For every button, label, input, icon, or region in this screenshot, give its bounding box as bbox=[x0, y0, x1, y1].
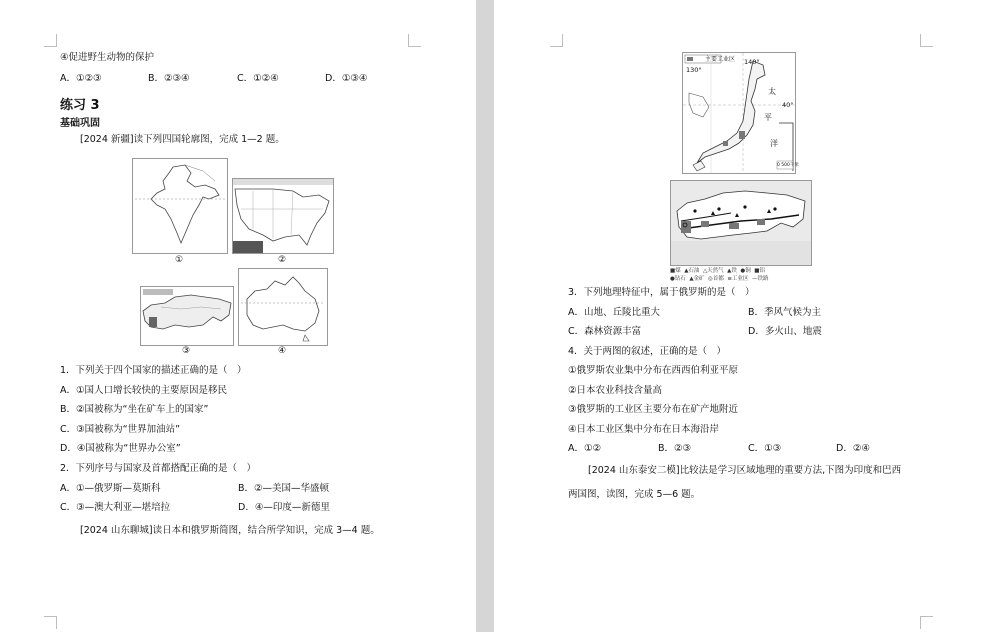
legend-item: △天然气 bbox=[702, 268, 724, 274]
legend-item: ≡工业区 bbox=[727, 276, 749, 282]
crop-mark bbox=[920, 34, 933, 47]
crop-mark bbox=[920, 616, 933, 629]
legend-item: ■煤 bbox=[670, 268, 681, 274]
legend-item: ▲石油 bbox=[684, 268, 700, 274]
intro-text: [2024 新疆]读下列四国轮廓图，完成 1—2 题。 bbox=[80, 134, 285, 145]
map-russia-figure bbox=[140, 286, 234, 346]
q1-option-b: B．②国被称为“坐在矿车上的国家” bbox=[60, 404, 209, 415]
crop-mark bbox=[408, 34, 421, 47]
legend-item: —铁路 bbox=[751, 276, 769, 282]
q4-statement: ④日本工业区集中分布在日本海沿岸 bbox=[568, 424, 720, 435]
section-title: 练习 3 bbox=[60, 98, 100, 113]
latitude-label: 40° bbox=[782, 101, 794, 109]
question-1: 1．下列关于四个国家的描述正确的是（ ） bbox=[60, 365, 247, 376]
option-line: ④促进野生动物的保护 bbox=[60, 52, 155, 63]
map-legend bbox=[670, 274, 768, 282]
q4-statement: ③俄罗斯的工业区主要分布在矿产地附近 bbox=[568, 404, 739, 415]
ocean-label: 洋 bbox=[770, 139, 778, 148]
q2-option-d: D．④—印度—新德里 bbox=[238, 502, 330, 513]
legend-item: ▲金矿 bbox=[689, 276, 705, 282]
option-c: C．①②④ bbox=[237, 73, 279, 84]
legend-item: ◎首都 bbox=[708, 276, 724, 282]
question-4: 4．关于两图的叙述，正确的是（ ） bbox=[568, 346, 727, 357]
q4-statement: ②日本农业科技含量高 bbox=[568, 385, 663, 396]
longitude-label: 140° bbox=[744, 58, 760, 66]
q1-option-c: C．③国被称为“世界加油站” bbox=[60, 424, 180, 435]
q4-option-d: D．②④ bbox=[836, 443, 870, 454]
option-b: B．②③④ bbox=[148, 73, 190, 84]
question-2: 2．下列序号与国家及首都搭配正确的是（ ） bbox=[60, 463, 257, 474]
q3-option-b: B．季风气候为主 bbox=[748, 307, 822, 318]
crop-mark bbox=[44, 616, 57, 629]
legend-item: ●铜 bbox=[740, 268, 751, 274]
intro-text: [2024 山东泰安二模]比较法是学习区域地理的重要方法,下图为印度和巴西 bbox=[588, 465, 902, 476]
crop-mark bbox=[44, 34, 57, 47]
ocean-label: 平 bbox=[764, 113, 772, 122]
map-russia-resources-figure bbox=[670, 180, 812, 266]
figure-caption: ② bbox=[277, 255, 287, 265]
document-page-left[interactable] bbox=[0, 0, 476, 632]
figure-caption: ④ bbox=[277, 346, 287, 356]
q2-option-b: B．②—美国—华盛顿 bbox=[238, 483, 330, 494]
q2-option-a: A．①—俄罗斯—莫斯科 bbox=[60, 483, 161, 494]
question-3: 3．下列地理特征中，属于俄罗斯的是（ ） bbox=[568, 287, 755, 298]
q3-option-d: D．多火山、地震 bbox=[748, 326, 822, 337]
figure-caption: ③ bbox=[181, 346, 191, 356]
option-d: D．①③④ bbox=[325, 73, 368, 84]
legend-item: ●钻石 bbox=[670, 276, 686, 282]
q1-option-d: D．④国被称为“世界办公室” bbox=[60, 443, 181, 454]
q3-option-a: A．山地、丘陵比重大 bbox=[568, 307, 660, 318]
figure-caption: ① bbox=[174, 255, 184, 265]
map-legend-label: 主要工业区 bbox=[705, 56, 736, 63]
map-legend bbox=[670, 266, 765, 274]
q2-option-c: C．③—澳大利亚—堪培拉 bbox=[60, 502, 171, 513]
q4-statement: ①俄罗斯农业集中分布在西西伯利亚平原 bbox=[568, 365, 739, 376]
legend-item: ▲铁 bbox=[727, 268, 737, 274]
q4-option-b: B．②③ bbox=[658, 443, 692, 454]
crop-mark bbox=[550, 34, 563, 47]
ocean-label: 太 bbox=[768, 87, 776, 96]
longitude-label: 130° bbox=[686, 66, 702, 74]
map-india-figure bbox=[132, 158, 228, 254]
option-a: A．①②③ bbox=[60, 73, 102, 84]
map-scale: 0 500千米 bbox=[777, 163, 799, 168]
intro-text: 两国图，读图，完成 5—6 题。 bbox=[568, 489, 701, 500]
legend-item: ■铝 bbox=[754, 268, 765, 274]
page-gap bbox=[476, 0, 494, 632]
map-usa-figure bbox=[232, 178, 334, 254]
document-page-right[interactable] bbox=[494, 0, 984, 632]
section-subtitle: 基础巩固 bbox=[60, 118, 100, 129]
map-australia-figure bbox=[238, 268, 328, 346]
q4-option-a: A．①② bbox=[568, 443, 602, 454]
q1-option-a: A．①国人口增长较快的主要原因是移民 bbox=[60, 385, 228, 396]
q3-option-c: C．森林资源丰富 bbox=[568, 326, 642, 337]
intro-text: [2024 山东聊城]读日本和俄罗斯简图，结合所学知识，完成 3—4 题。 bbox=[80, 525, 380, 536]
q4-option-c: C．①③ bbox=[748, 443, 782, 454]
